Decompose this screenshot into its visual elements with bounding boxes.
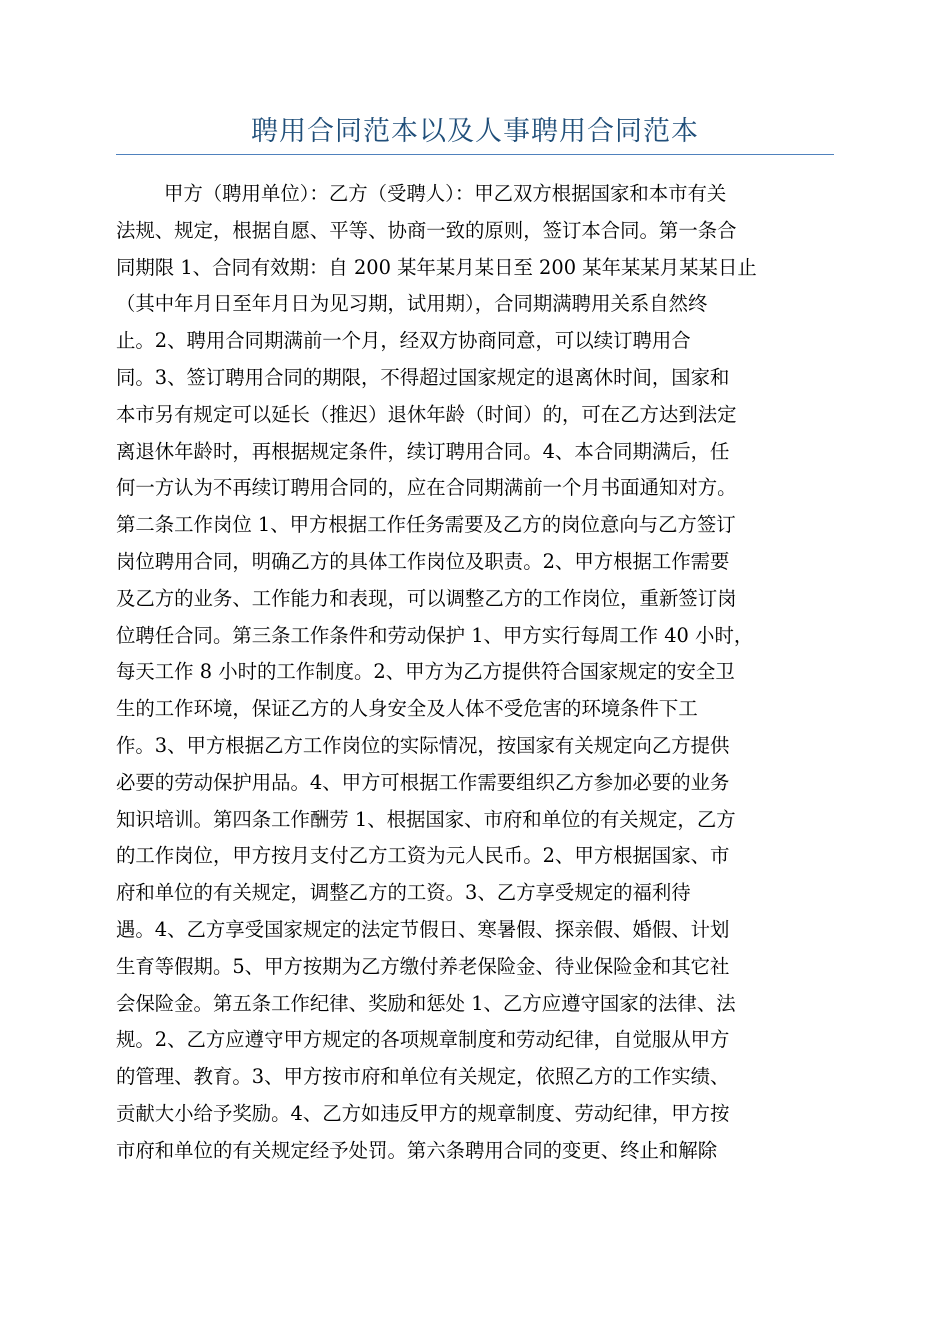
text-line: 法规、规定，根据自愿、平等、协商一致的原则，签订本合同。第一条合 [116,218,737,242]
text-line: 第二条工作岗位 1、甲方根据工作任务需要及乙方的岗位意向与乙方签订 [116,513,736,537]
body-paragraph [116,176,834,1170]
text-line: 的工作岗位，甲方按月支付乙方工资为元人民币。2、甲方根据国家、市 [116,844,730,868]
text-line: 知识培训。第四条工作酬劳 1、根据国家、市府和单位的有关规定，乙方 [116,807,736,831]
text-line: 贡献大小给予奖励。4、乙方如违反甲方的规章制度、劳动纪律，甲方按 [116,1101,730,1125]
text-line: 同期限 1、合同有效期：自 200 某年某月某日至 200 某年某某月某某日止 [116,255,757,279]
text-line: 止。2、聘用合同期满前一个月，经双方协商同意，可以续订聘用合 [116,329,691,353]
text-line: 及乙方的业务、工作能力和表现，可以调整乙方的工作岗位，重新签订岗 [116,586,737,610]
text-line: 岗位聘用合同，明确乙方的具体工作岗位及职责。2、甲方根据工作需要 [116,549,730,573]
text-line: 会保险金。第五条工作纪律、奖励和惩处 1、乙方应遵守国家的法律、法 [116,991,736,1015]
text-line: 位聘任合同。第三条工作条件和劳动保护 1、甲方实行每周工作 40 小时， [116,623,754,647]
text-line: 何一方认为不再续订聘用合同的，应在合同期满前一个月书面通知对方。 [116,476,737,500]
text-line: 每天工作 8 小时的工作制度。2、甲方为乙方提供符合国家规定的安全卫 [116,660,735,684]
text-line: 本市另有规定可以延长（推迟）退休年龄（时间）的，可在乙方达到法定 [116,402,737,426]
text-line: 府和单位的有关规定，调整乙方的工资。3、乙方享受规定的福利待 [116,881,691,905]
text-line: 生的工作环境，保证乙方的人身安全及人体不受危害的环境条件下工 [116,697,698,721]
text-line: 规。2、乙方应遵守甲方规定的各项规章制度和劳动纪律，自觉服从甲方 [116,1028,730,1052]
text-line: 生育等假期。5、甲方按期为乙方缴付养老保险金、待业保险金和其它社 [116,954,730,978]
title-underline [116,154,834,155]
document-title: 聘用合同范本以及人事聘用合同范本 [251,116,699,147]
text-line: 同。3、签订聘用合同的期限，不得超过国家规定的退离休时间，国家和 [116,365,730,389]
text-line: 的管理、教育。3、甲方按市府和单位有关规定，依照乙方的工作实绩、 [116,1065,730,1089]
text-line: 市府和单位的有关规定经予处罚。第六条聘用合同的变更、终止和解除 [116,1138,718,1162]
text-line: 离退休年龄时，再根据规定条件，续订聘用合同。4、本合同期满后，任 [116,439,730,463]
text-line: 作。3、甲方根据乙方工作岗位的实际情况，按国家有关规定向乙方提供 [116,733,730,757]
text-line: （其中年月日至年月日为见习期，试用期），合同期满聘用关系自然终 [116,292,708,316]
text-line: 甲方（聘用单位）：乙方（受聘人）：甲乙双方根据国家和本市有关 [164,182,727,205]
text-line: 必要的劳动保护用品。4、甲方可根据工作需要组织乙方参加必要的业务 [116,770,730,794]
text-line: 遇。4、乙方享受国家规定的法定节假日、寒暑假、探亲假、婚假、计划 [116,917,730,941]
